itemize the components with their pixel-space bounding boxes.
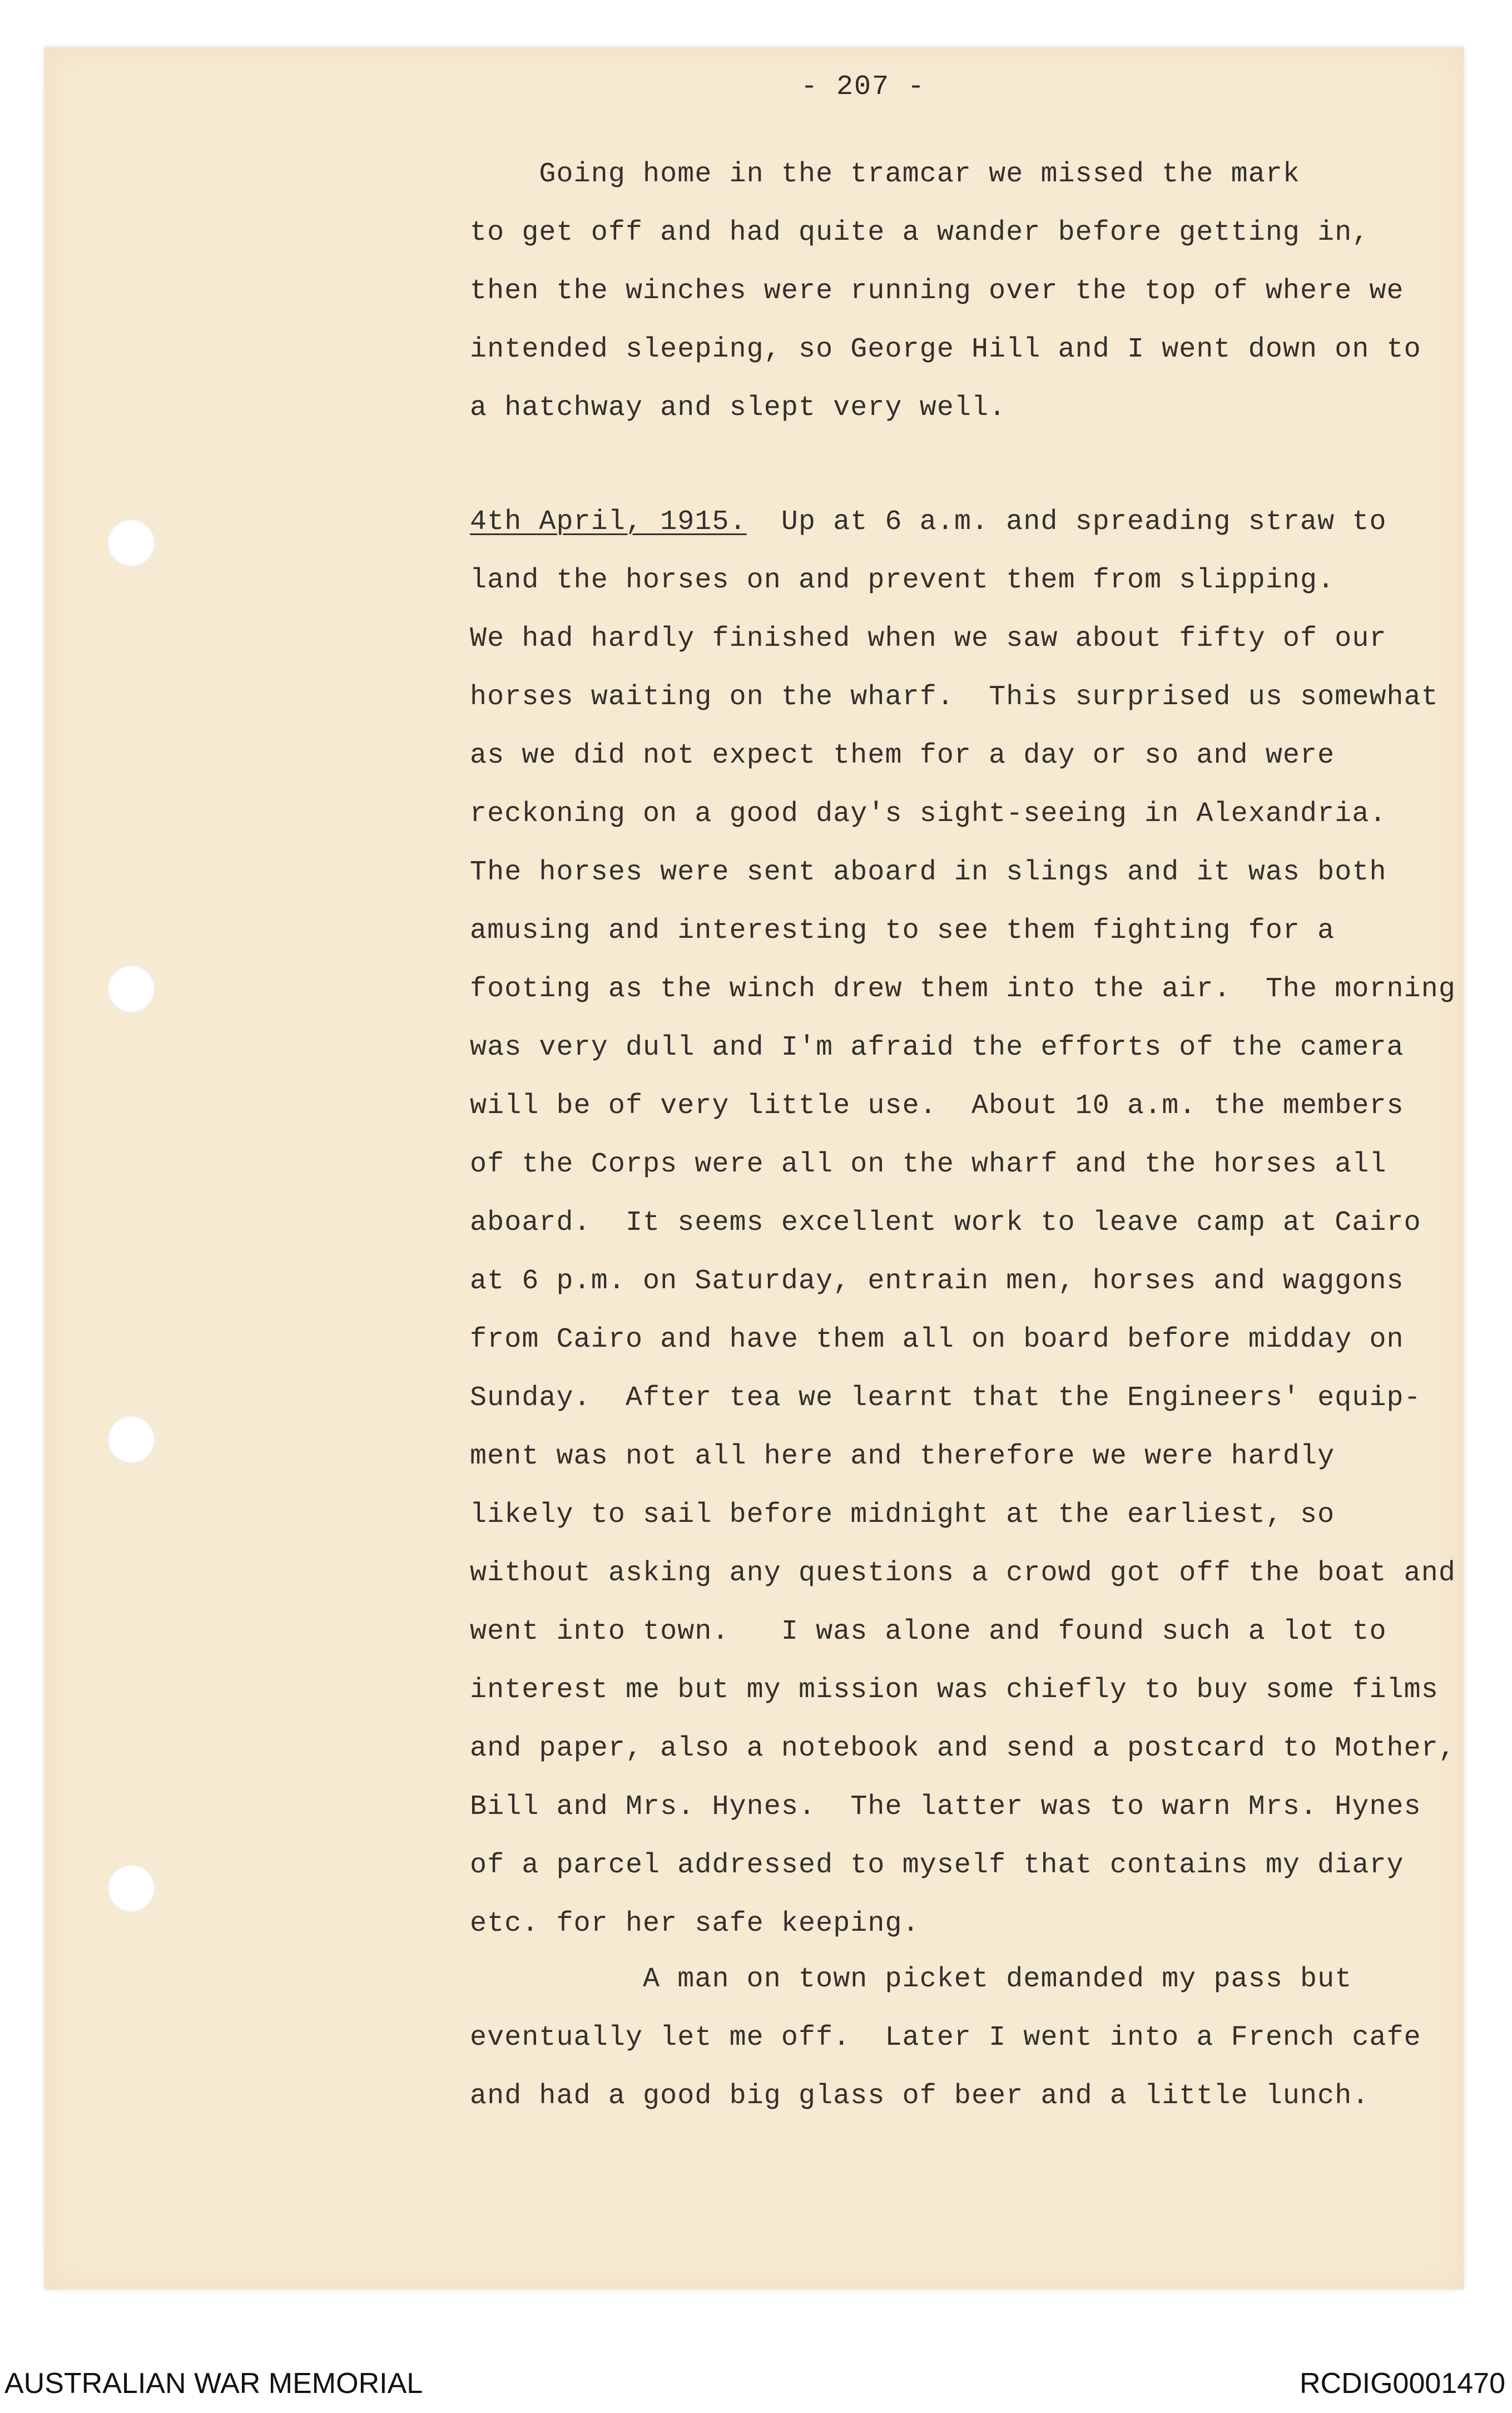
text-line: as we did not expect them for a day or so and were xyxy=(470,740,1335,772)
text-line: The horses were sent aboard in slings and it was both xyxy=(470,857,1387,888)
text-line: amusing and interesting to see them fighting for a xyxy=(470,915,1335,947)
archive-footer-right: RCDIG0001470 xyxy=(1300,2367,1505,2400)
text-line: footing as the winch drew them into the air. The morning xyxy=(470,973,1456,1005)
text-line: without asking any questions a crowd got off the boat and xyxy=(470,1557,1456,1589)
text-line: intended sleeping, so George Hill and I went down on to xyxy=(470,334,1421,365)
text-line: of the Corps were all on the wharf and the horses all xyxy=(470,1149,1387,1180)
text-line: then the winches were running over the top of where we xyxy=(470,275,1404,307)
text-line: and had a good big glass of beer and a little lunch. xyxy=(470,2080,1370,2112)
text-line: will be of very little use. About 10 a.m. the members xyxy=(470,1090,1404,1122)
text-line: etc. for her safe keeping. xyxy=(470,1908,920,1940)
punch-hole-4 xyxy=(107,1865,155,1912)
text-line: of a parcel addressed to myself that contains my diary xyxy=(470,1850,1404,1881)
dated-entry-first-line xyxy=(470,506,1387,538)
punch-hole-1 xyxy=(107,519,155,567)
text-line: interest me but my mission was chiefly to buy some films xyxy=(470,1674,1439,1706)
text-line: and paper, also a notebook and send a postcard to Mother, xyxy=(470,1733,1456,1764)
text-line: aboard. It seems excellent work to leave camp at Cairo xyxy=(470,1207,1421,1239)
text-line: was very dull and I'm afraid the efforts of the camera xyxy=(470,1032,1404,1064)
punch-hole-3 xyxy=(107,1416,155,1463)
text-line: a hatchway and slept very well. xyxy=(470,392,1007,424)
entry-date: 4th April, 1915. xyxy=(470,506,747,538)
text-line: from Cairo and have them all on board before midday on xyxy=(470,1324,1404,1356)
text-line: to get off and had quite a wander before getting in, xyxy=(470,217,1370,249)
text-line: likely to sail before midnight at the earliest, so xyxy=(470,1499,1335,1531)
text-line: We had hardly finished when we saw about fifty of our xyxy=(470,623,1387,655)
text-line: land the horses on and prevent them from slipping. xyxy=(470,565,1335,596)
text-line: Going home in the tramcar we missed the mark xyxy=(470,159,1301,190)
text-line: A man on town picket demanded my pass but xyxy=(470,1964,1352,1995)
text-line: went into town. I was alone and found such a lot to xyxy=(470,1616,1387,1648)
entry-first-line-text: Up at 6 a.m. and spreading straw to xyxy=(746,506,1387,538)
punch-hole-2 xyxy=(107,965,155,1013)
text-line: horses waiting on the wharf. This surprised us somewhat xyxy=(470,681,1439,713)
text-line: eventually let me off. Later I went into a French cafe xyxy=(470,2022,1421,2054)
text-line: at 6 p.m. on Saturday, entrain men, horses and waggons xyxy=(470,1265,1404,1297)
text-line: ment was not all here and therefore we were hardly xyxy=(470,1441,1335,1472)
text-line: reckoning on a good day's sight-seeing in Alexandria. xyxy=(470,798,1387,830)
text-line: Bill and Mrs. Hynes. The latter was to warn Mrs. Hynes xyxy=(470,1791,1421,1823)
page-number: - 207 - xyxy=(801,71,926,103)
text-line: Sunday. After tea we learnt that the Engineers' equip- xyxy=(470,1382,1421,1414)
archive-footer-left: AUSTRALIAN WAR MEMORIAL xyxy=(4,2367,423,2400)
